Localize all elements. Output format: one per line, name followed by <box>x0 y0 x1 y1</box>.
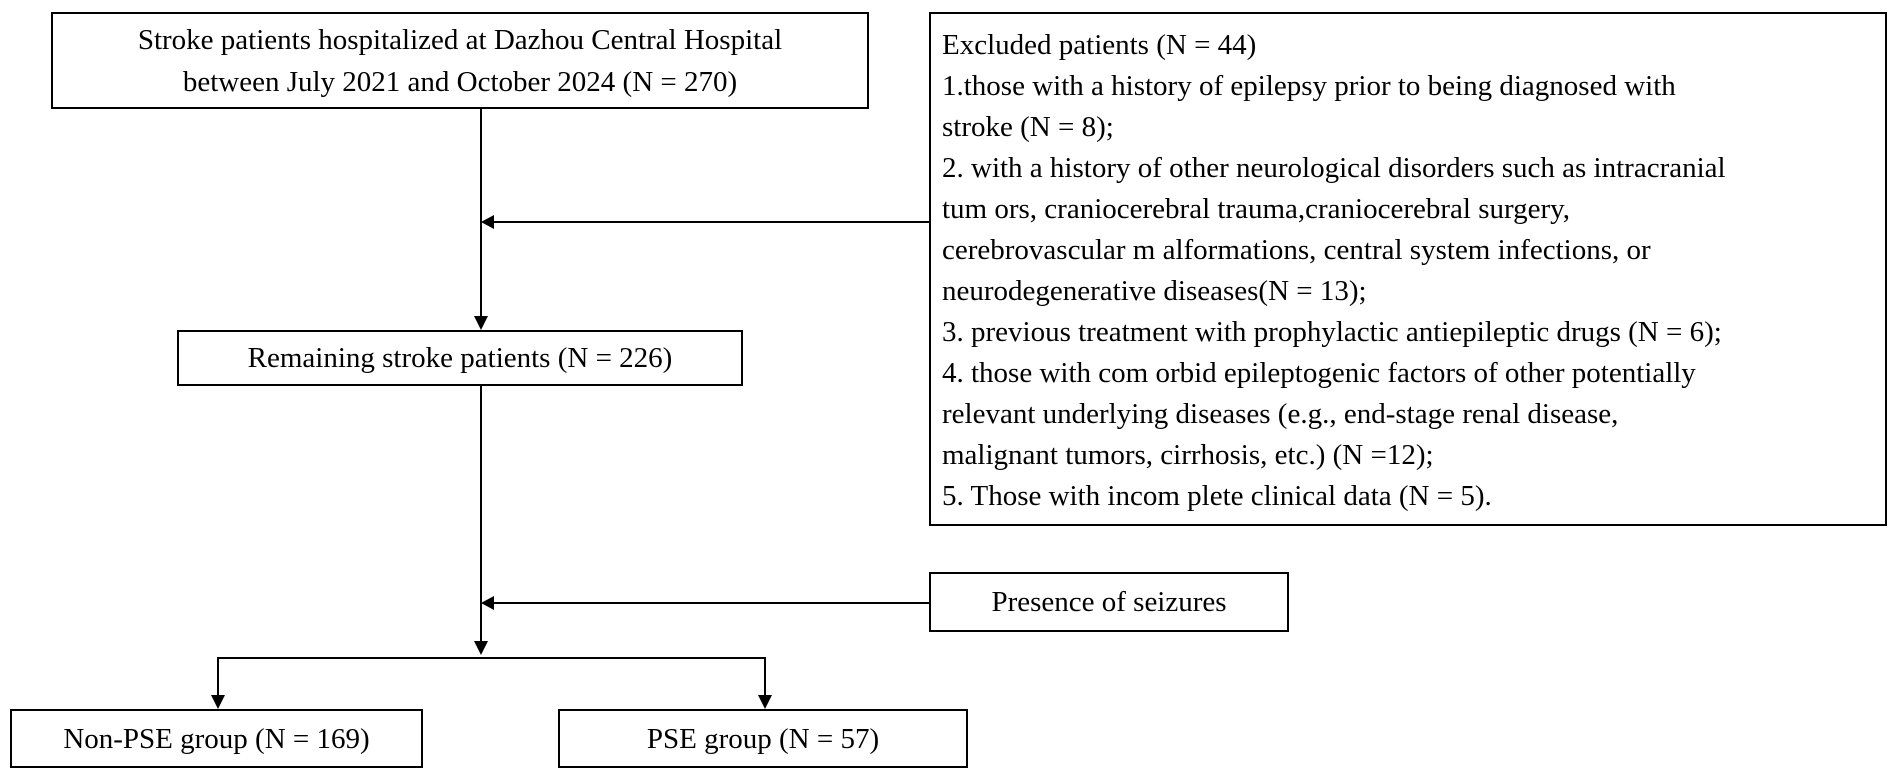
excluded-title: Excluded patients (N = 44) <box>942 29 1257 61</box>
exclusion-criterion-line: 2. with a history of other neurological disorders such as intracranial <box>942 152 1726 184</box>
exclusion-criterion-line: 5. Those with incom plete clinical data (N = 5). <box>942 480 1492 512</box>
pse-group-label: PSE group (N = 57) <box>646 722 880 755</box>
non-pse-group-box <box>10 709 423 768</box>
non-pse-group-label: Non-PSE group (N = 169) <box>63 722 370 755</box>
arrowhead-left <box>481 215 494 229</box>
remaining-patients-box <box>177 330 743 386</box>
arrowhead-left <box>481 596 494 610</box>
remaining-patients-label: Remaining stroke patients (N = 226) <box>247 342 673 374</box>
exclusion-criterion-line: cerebrovascular m alformations, central system infections, or <box>942 234 1651 266</box>
arrowhead-down <box>474 641 488 655</box>
source-population-box <box>51 12 869 109</box>
exclusion-criterion-line: malignant tumors, cirrhosis, etc.) (N =12); <box>942 439 1434 471</box>
exclusion-criterion-line: 3. previous treatment with prophylactic antiepileptic drugs (N = 6); <box>942 316 1722 348</box>
source-population-line: Stroke patients hospitalized at Dazhou Central Hospital <box>137 23 783 56</box>
pse-group-box <box>558 709 968 768</box>
arrowhead-down <box>211 695 225 709</box>
exclusion-criterion-line: tum ors, craniocerebral trauma,craniocerebral surgery, <box>942 193 1571 225</box>
arrowhead-down <box>758 695 772 709</box>
exclusion-criterion-line: 1.those with a history of epilepsy prior to being diagnosed with <box>942 70 1676 102</box>
excluded-patients-box <box>929 12 1887 526</box>
presence-of-seizures-label: Presence of seizures <box>991 586 1227 618</box>
exclusion-criterion-line: 4. those with com orbid epileptogenic factors of other potentially <box>942 357 1696 389</box>
source-population-line: between July 2021 and October 2024 (N = 270) <box>182 65 738 98</box>
presence-of-seizures-box <box>929 572 1289 632</box>
arrowhead-down <box>474 316 488 330</box>
exclusion-criterion-line: stroke (N = 8); <box>942 111 1114 143</box>
exclusion-criterion-line: relevant underlying diseases (e.g., end-stage renal disease, <box>942 398 1619 430</box>
exclusion-criterion-line: neurodegenerative diseases(N = 13); <box>942 275 1367 307</box>
